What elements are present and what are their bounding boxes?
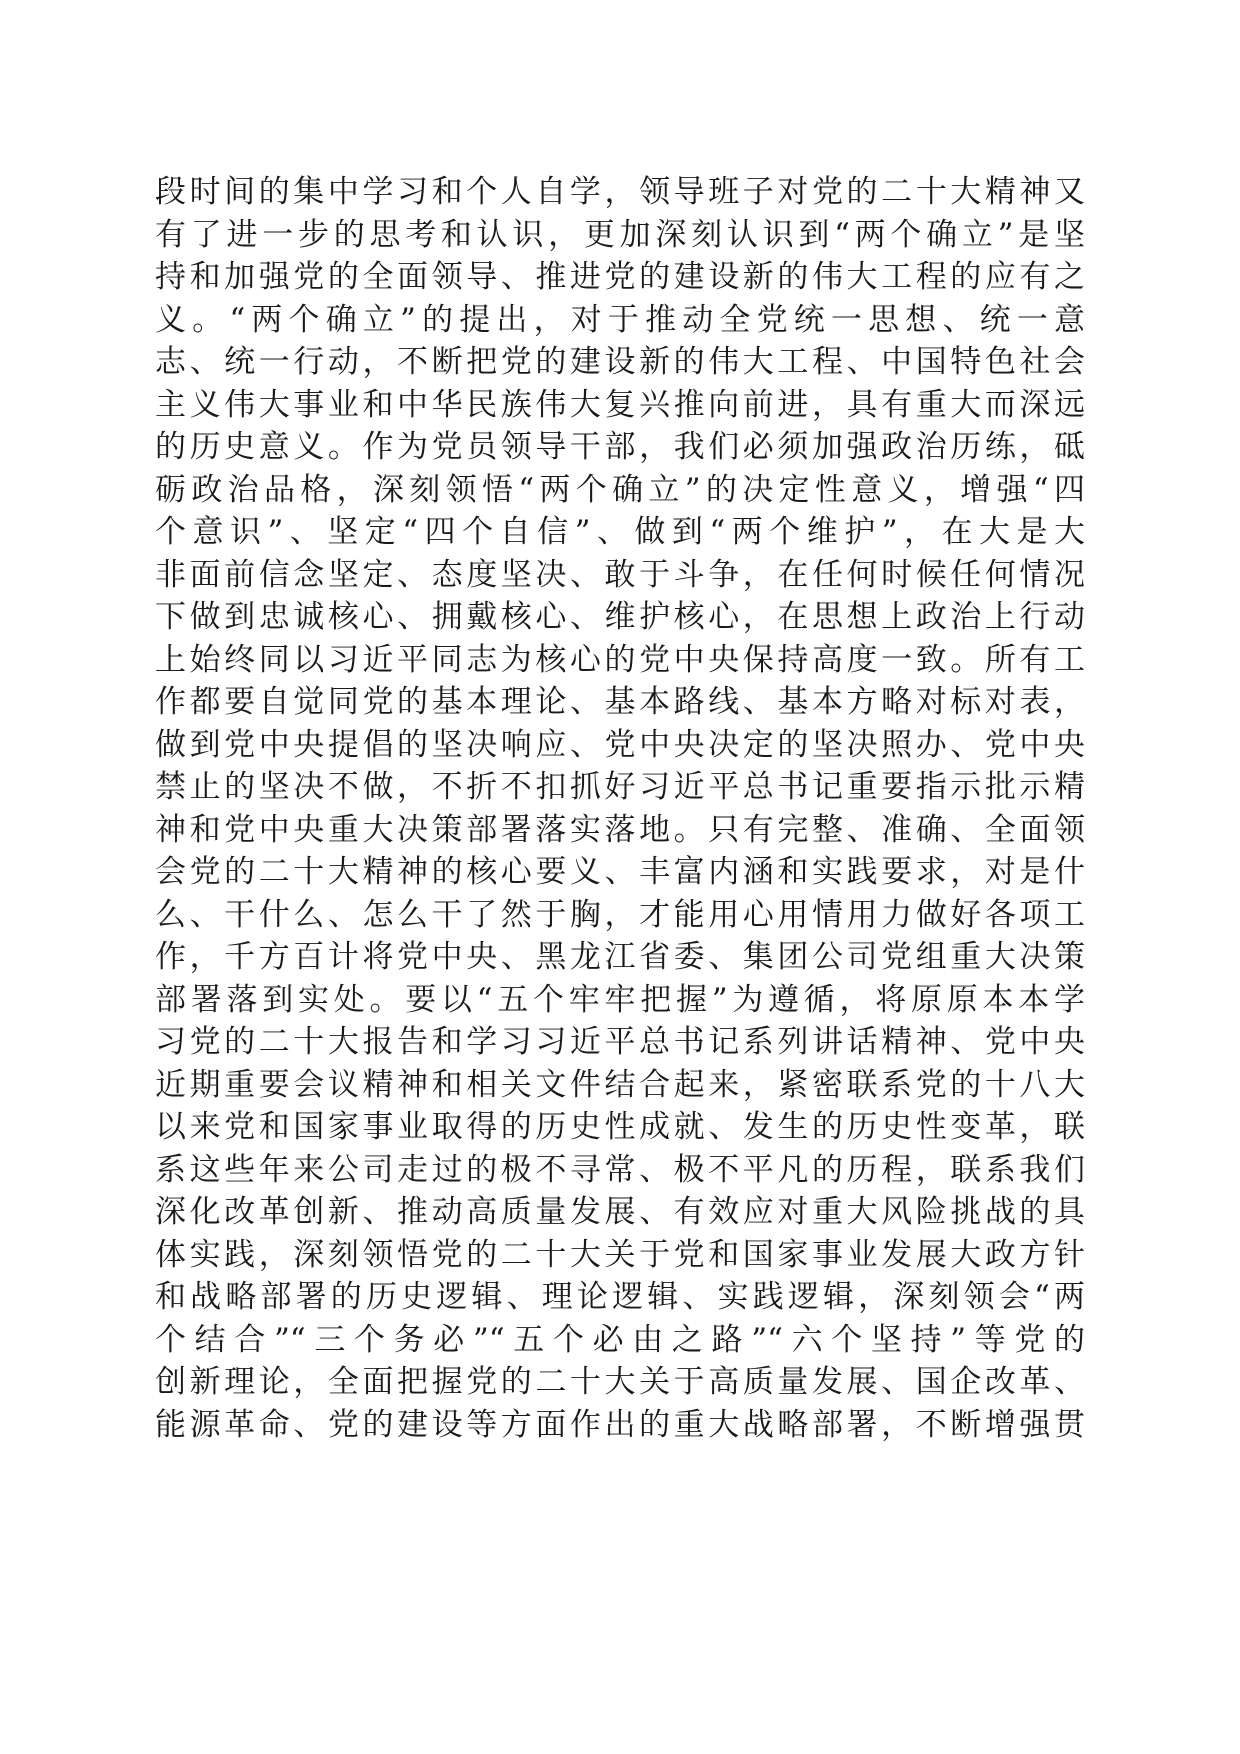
- text-line: 义。“两个确立”的提出，对于推动全党统一思想、统一意: [155, 301, 1085, 338]
- text-line: 持和加强党的全面领导、推进党的建设新的伟大工程的应有之: [155, 259, 1085, 295]
- text-line: 和战略部署的历史逻辑、理论逻辑、实践逻辑，深刻领会“两: [155, 1279, 1085, 1315]
- text-line: 的历史意义。作为党员领导干部，我们必须加强政治历练，砥: [155, 429, 1085, 465]
- text-line: 做到党中央提倡的坚决响应、党中央决定的坚决照办、党中央: [155, 726, 1085, 763]
- text-line: 下做到忠诚核心、拥戴核心、维护核心，在思想上政治上行动: [155, 599, 1085, 635]
- text-line: 近期重要会议精神和相关文件结合起来，紧密联系党的十八大: [155, 1066, 1085, 1103]
- text-line: 系这些年来公司走过的极不寻常、极不平凡的历程，联系我们: [155, 1151, 1085, 1188]
- text-line: 禁止的坚决不做，不折不扣抓好习近平总书记重要指示批示精: [155, 769, 1085, 805]
- text-line: 神和党中央重大决策部署落实落地。只有完整、准确、全面领: [155, 811, 1085, 848]
- text-line: 么、干什么、怎么干了然于胸，才能用心用情用力做好各项工: [155, 896, 1085, 933]
- text-line: 个意识”、坚定“四个自信”、做到“两个维护”，在大是大: [155, 514, 1085, 550]
- text-line: 作，千方百计将党中央、黑龙江省委、集团公司党组重大决策: [155, 939, 1085, 975]
- body-paragraph: [155, 171, 1085, 1446]
- text-line: 会党的二十大精神的核心要义、丰富内涵和实践要求，对是什: [155, 854, 1085, 890]
- text-line: 志、统一行动，不断把党的建设新的伟大工程、中国特色社会: [155, 344, 1085, 380]
- text-line: 主义伟大事业和中华民族伟大复兴推向前进，具有重大而深远: [155, 386, 1085, 423]
- text-line: 砺政治品格，深刻领悟“两个确立”的决定性意义，增强“四: [155, 471, 1085, 508]
- text-line: 部署落到实处。要以“五个牢牢把握”为遵循，将原原本本学: [155, 981, 1085, 1018]
- text-line: 作都要自觉同党的基本理论、基本路线、基本方略对标对表，: [155, 684, 1085, 720]
- text-line: 上始终同以习近平同志为核心的党中央保持高度一致。所有工: [155, 641, 1085, 678]
- text-line: 段时间的集中学习和个人自学，领导班子对党的二十大精神又: [155, 174, 1085, 210]
- text-line: 体实践，深刻领悟党的二十大关于党和国家事业发展大政方针: [155, 1236, 1085, 1273]
- text-line: 深化改革创新、推动高质量发展、有效应对重大风险挑战的具: [155, 1194, 1085, 1230]
- text-line: 习党的二十大报告和学习习近平总书记系列讲话精神、党中央: [155, 1024, 1085, 1060]
- text-line: 个结合”“三个务必”“五个必由之路”“六个坚持”等党的: [155, 1321, 1085, 1358]
- text-line: 能源革命、党的建设等方面作出的重大战略部署，不断增强贯: [155, 1406, 1085, 1443]
- text-line: 创新理论，全面把握党的二十大关于高质量发展、国企改革、: [155, 1364, 1085, 1400]
- text-line: 有了进一步的思考和认识，更加深刻认识到“两个确立”是坚: [155, 216, 1085, 253]
- text-line: 非面前信念坚定、态度坚决、敢于斗争，在任何时候任何情况: [155, 556, 1085, 593]
- text-line: 以来党和国家事业取得的历史性成就、发生的历史性变革，联: [155, 1109, 1085, 1145]
